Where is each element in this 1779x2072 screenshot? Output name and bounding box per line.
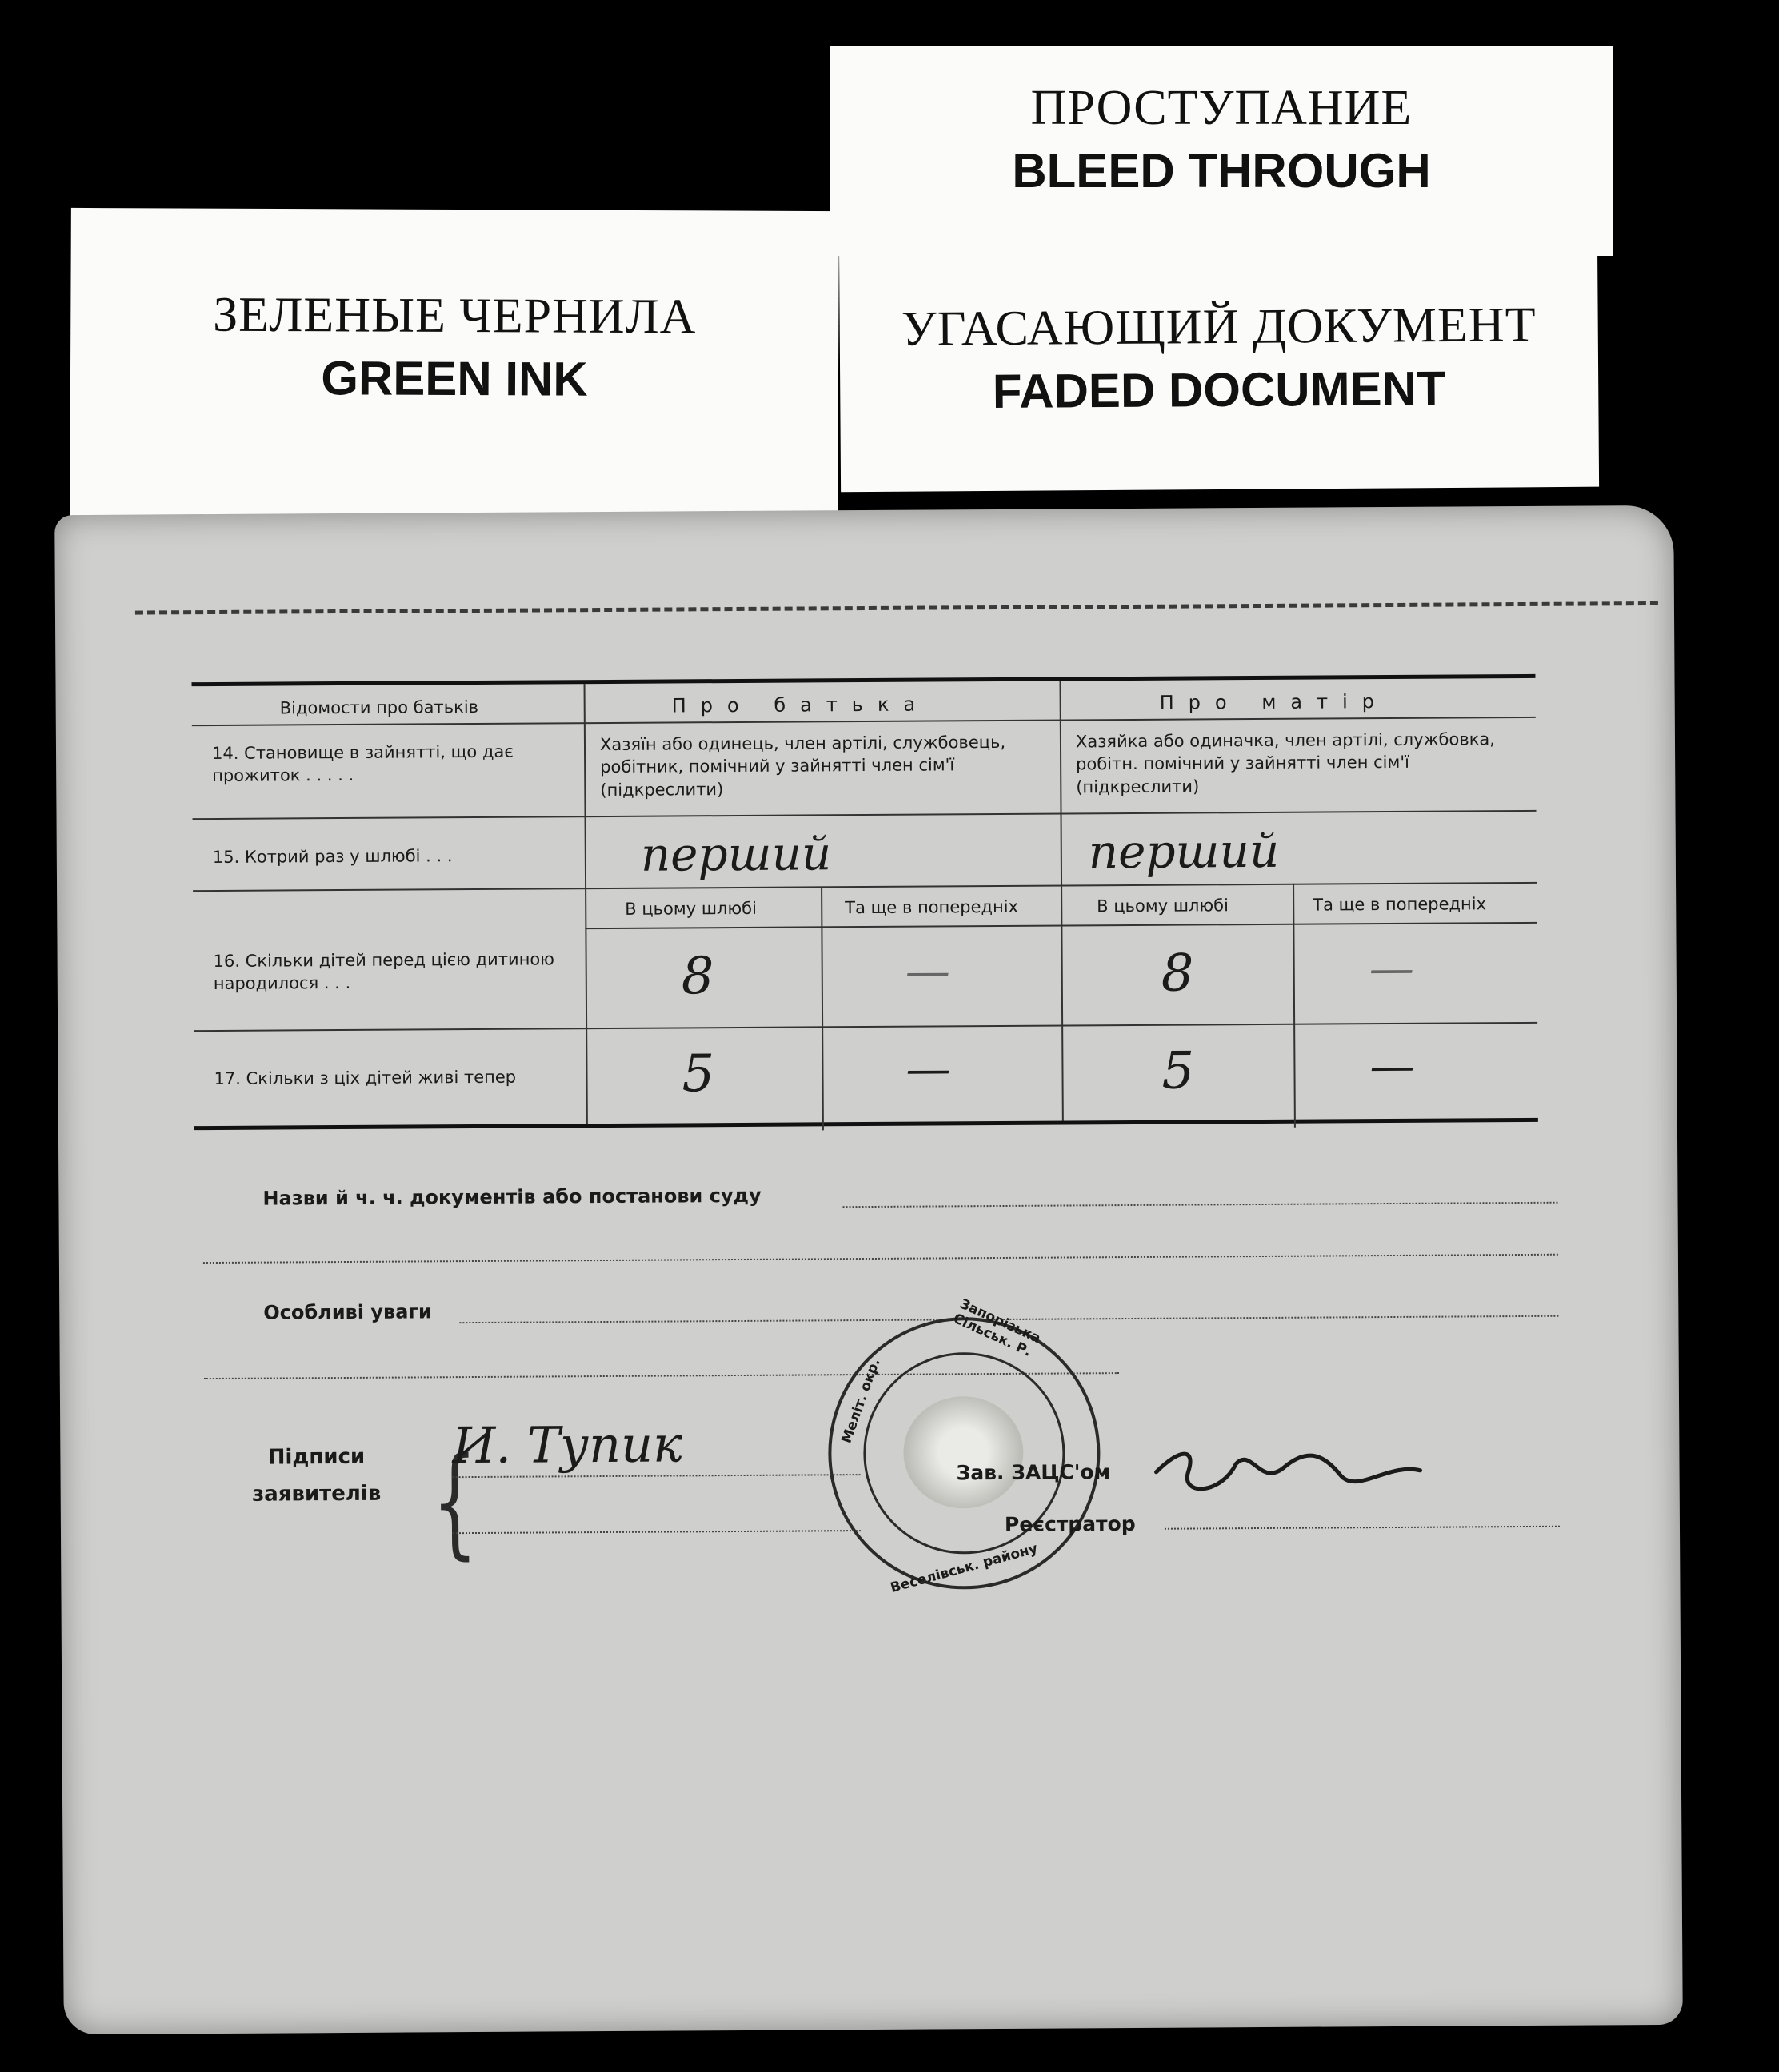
parents-info-table — [191, 674, 1537, 1130]
header-parents-info: Відомости про батьків — [279, 697, 479, 718]
row14-label: 14. Становище в зайнятті, що дає прожиток . . . . . — [211, 741, 514, 786]
row16-mother-this: 8 — [1161, 944, 1194, 1004]
registrar-label: Реєстратор — [1004, 1511, 1136, 1536]
signature-line — [453, 1474, 861, 1478]
header-mother: Про матір — [1159, 690, 1389, 714]
stamp-text-left: Меліт. окр. — [838, 1356, 884, 1446]
subheader-father-prev: Та ще в попередніх — [845, 896, 1019, 918]
row-divider — [193, 882, 1537, 892]
documents-line — [203, 1254, 1558, 1264]
column-divider — [1293, 884, 1296, 1128]
stamp-text-bottom: Веселівськ. району — [889, 1540, 1040, 1597]
column-divider — [1060, 681, 1064, 1121]
stamp-emblem — [903, 1396, 1024, 1509]
column-divider — [821, 886, 824, 1130]
card-en-text: GREEN INK — [321, 351, 588, 406]
green-ink-card — [70, 208, 839, 539]
row15-father-value: перший — [640, 826, 832, 882]
signature-brace-icon: { — [431, 1431, 478, 1572]
row16-father-this: 8 — [681, 947, 714, 1007]
head-signature-icon — [1148, 1439, 1436, 1504]
notes-label: Особливі уваги — [263, 1300, 432, 1324]
card-ru-text: УГАСАЮЩИЙ ДОКУМЕНТ — [901, 297, 1537, 357]
applicant-signature: И. Тупик — [452, 1415, 683, 1475]
row15-mother-value: перший — [1088, 823, 1280, 880]
row15-label: 15. Котрий раз у шлюбі . . . — [212, 846, 453, 868]
bleed-through-card — [830, 46, 1613, 256]
row17-label: 17. Скільки з ціх дітей живі тепер — [214, 1067, 517, 1088]
subheader-mother-this: В цьому шлюбі — [1097, 896, 1229, 916]
subheader-mother-prev: Та ще в попередніх — [1313, 894, 1487, 915]
row-divider — [193, 810, 1537, 820]
signature-line — [453, 1530, 861, 1534]
card-ru-text: ПРОСТУПАНИЕ — [1030, 81, 1413, 135]
card-en-text: BLEED THROUGH — [1012, 144, 1431, 198]
faded-document-card — [839, 231, 1599, 493]
row16-mother-prev: — — [1369, 942, 1414, 996]
document-sheet — [54, 505, 1683, 2034]
subheader-father-this: В цьому шлюбі — [625, 898, 757, 919]
card-ru-text: ЗЕЛЕНЫЕ ЧЕРНИЛА — [213, 287, 697, 345]
documents-line — [843, 1202, 1558, 1208]
perforation-line — [135, 601, 1658, 615]
card-en-text: FADED DOCUMENT — [992, 361, 1446, 418]
column-divider — [584, 684, 588, 1124]
row16-father-prev: — — [905, 945, 950, 998]
row16-label: 16. Скільки дітей перед цією дитиною народилося . . . — [213, 949, 554, 994]
row14-mother: Хазяйка або одиначка, член артілі, службовка, робітн. помічний у зайнятті член сім'ї (підкреслити) — [1075, 729, 1495, 797]
row17-mother-this: 5 — [1161, 1041, 1195, 1101]
header-father: Про батька — [671, 693, 930, 717]
official-stamp — [827, 1295, 1101, 1597]
documents-label: Назви й ч. ч. документів або постанови суду — [262, 1184, 762, 1210]
registrar-line — [1165, 1526, 1560, 1530]
row17-mother-prev: — — [1369, 1040, 1415, 1093]
row17-father-this: 5 — [682, 1044, 715, 1104]
stamp-text-top: Запорізька Сільськ. Р. — [950, 1295, 1043, 1360]
signatures-label: Підписи заявителів — [252, 1444, 382, 1507]
row17-father-prev: — — [905, 1043, 951, 1096]
row-divider — [194, 1022, 1537, 1032]
row14-father: Хазяїн або одинець, член артілі, службовець, робітник, помічний у зайнятті член сім'ї (підкреслити) — [599, 732, 1006, 800]
head-label: Зав. ЗАЦС'ом — [956, 1460, 1111, 1485]
